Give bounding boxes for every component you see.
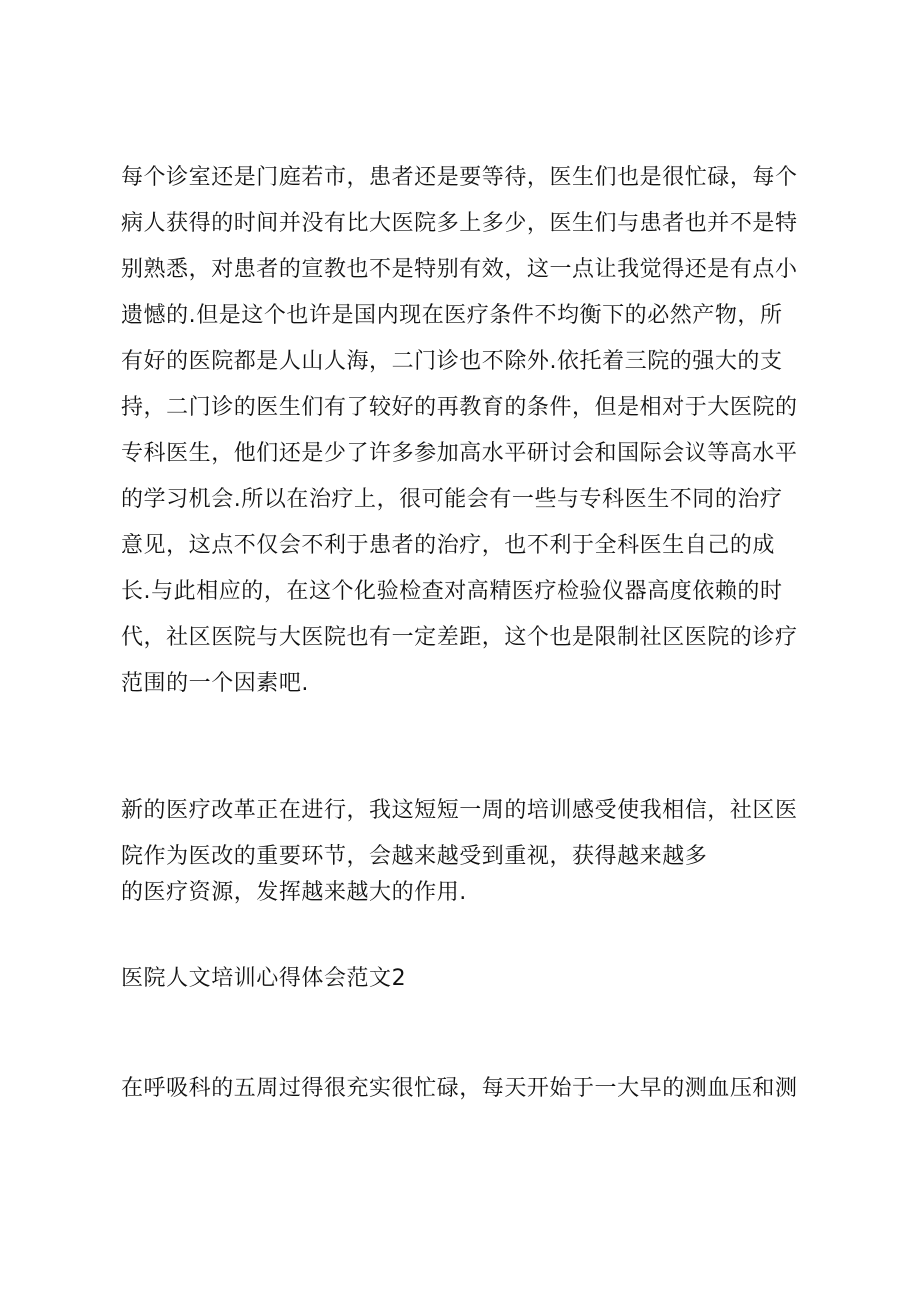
paragraph-3-line-1: 在呼吸科的五周过得很充实很忙碌，每天开始于一大早的测血压和测 — [121, 1076, 798, 1101]
paragraph-2-line-1: 新的医疗改革正在进行，我这短短一周的培训感受使我相信，社区医 — [121, 798, 798, 823]
paragraph-2-line-3: 的医疗资源，发挥越来越大的作用. — [121, 880, 467, 905]
paragraph-1-line-12: 范围的一个因素吧. — [121, 671, 309, 696]
paragraph-1-line-1: 每个诊室还是门庭若市，患者还是要等待，医生们也是很忙碌，每个 — [121, 165, 798, 190]
paragraph-1-line-9: 意见，这点不仅会不利于患者的治疗，也不利于全科医生自己的成 — [121, 533, 775, 558]
paragraph-2-line-2: 院作为医改的重要环节，会越来越受到重视，获得越来越多 — [121, 844, 708, 869]
paragraph-1-line-8: 的学习机会.所以在治疗上，很可能会有一些与专科医生不同的治疗 — [121, 487, 783, 512]
paragraph-1-line-7: 专科医生，他们还是少了许多参加高水平研讨会和国际会议等高水平 — [121, 441, 798, 466]
paragraph-1-line-5: 有好的医院都是人山人海，二门诊也不除外.依托着三院的强大的支 — [121, 349, 783, 374]
paragraph-1-line-4: 遗憾的.但是这个也许是国内现在医疗条件不均衡下的必然产物，所 — [121, 303, 783, 328]
paragraph-1-line-2: 病人获得的时间并没有比大医院多上多少，医生们与患者也并不是特 — [121, 211, 798, 236]
paragraph-1-line-11: 代，社区医院与大医院也有一定差距，这个也是限制社区医院的诊疗 — [121, 625, 798, 650]
section-heading: 医院人文培训心得体会范文2 — [121, 966, 407, 991]
paragraph-1-line-10: 长.与此相应的，在这个化验检查对高精医疗检验仪器高度依赖的时 — [121, 579, 783, 604]
paragraph-1-line-3: 别熟悉，对患者的宣教也不是特别有效，这一点让我觉得还是有点小 — [121, 257, 798, 282]
paragraph-1-line-6: 持，二门诊的医生们有了较好的再教育的条件，但是相对于大医院的 — [121, 395, 798, 420]
